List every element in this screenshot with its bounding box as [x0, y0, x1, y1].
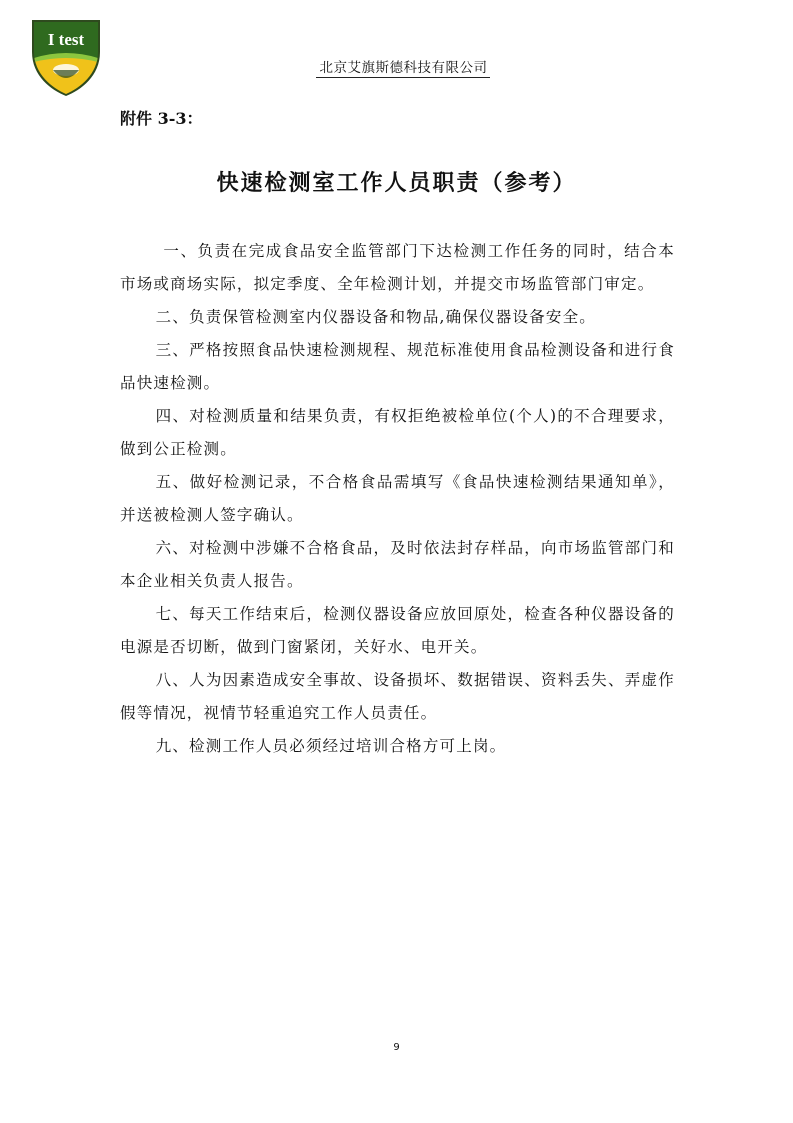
logo-text: I test [47, 30, 85, 49]
duty-paragraph: 四、对检测质量和结果负责，有权拒绝被检单位(个人)的不合理要求，做到公正检测。 [120, 407, 675, 458]
duty-paragraph: 三、严格按照食品快速检测规程、规范标准使用食品检测设备和进行食品快速检测。 [120, 341, 675, 392]
duty-paragraph: 九、检测工作人员必须经过培训合格方可上岗。 [155, 737, 507, 755]
duties-list [120, 235, 675, 763]
duty-paragraph: 六、对检测中涉嫌不合格食品，及时依法封存样品，向市场监管部门和本企业相关负责人报告。 [120, 539, 675, 590]
header [0, 60, 793, 78]
duty-paragraph: 八、人为因素造成安全事故、设备损坏、数据错误、资料丢失、弄虚作假等情况，视情节轻重追究工作人员责任。 [120, 671, 675, 722]
shield-logo-icon [30, 18, 102, 96]
duty-paragraph: 七、每天工作结束后，检测仪器设备应放回原处，检查各种仪器设备的电源是否切断，做到门窗紧闭，关好水、电开关。 [120, 605, 675, 656]
attachment-label: 附件 3-3： [120, 109, 203, 128]
duty-paragraph: 一、负责在完成食品安全监管部门下达检测工作任务的同时，结合本市场或商场实际，拟定季度、全年检测计划，并提交市场监管部门审定。 [120, 242, 675, 293]
company-logo [30, 18, 102, 96]
duty-paragraph: 五、做好检测记录，不合格食品需填写《食品快速检测结果通知单》，并送被检测人签字确认。 [120, 473, 675, 524]
page-number: 9 [393, 1042, 400, 1053]
duty-paragraph: 二、负责保管检测室内仪器设备和物品,确保仪器设备安全。 [155, 308, 596, 326]
company-name: 北京艾旗斯德科技有限公司 [316, 60, 490, 78]
document-title: 快速检测室工作人员职责（参考） [216, 170, 577, 196]
